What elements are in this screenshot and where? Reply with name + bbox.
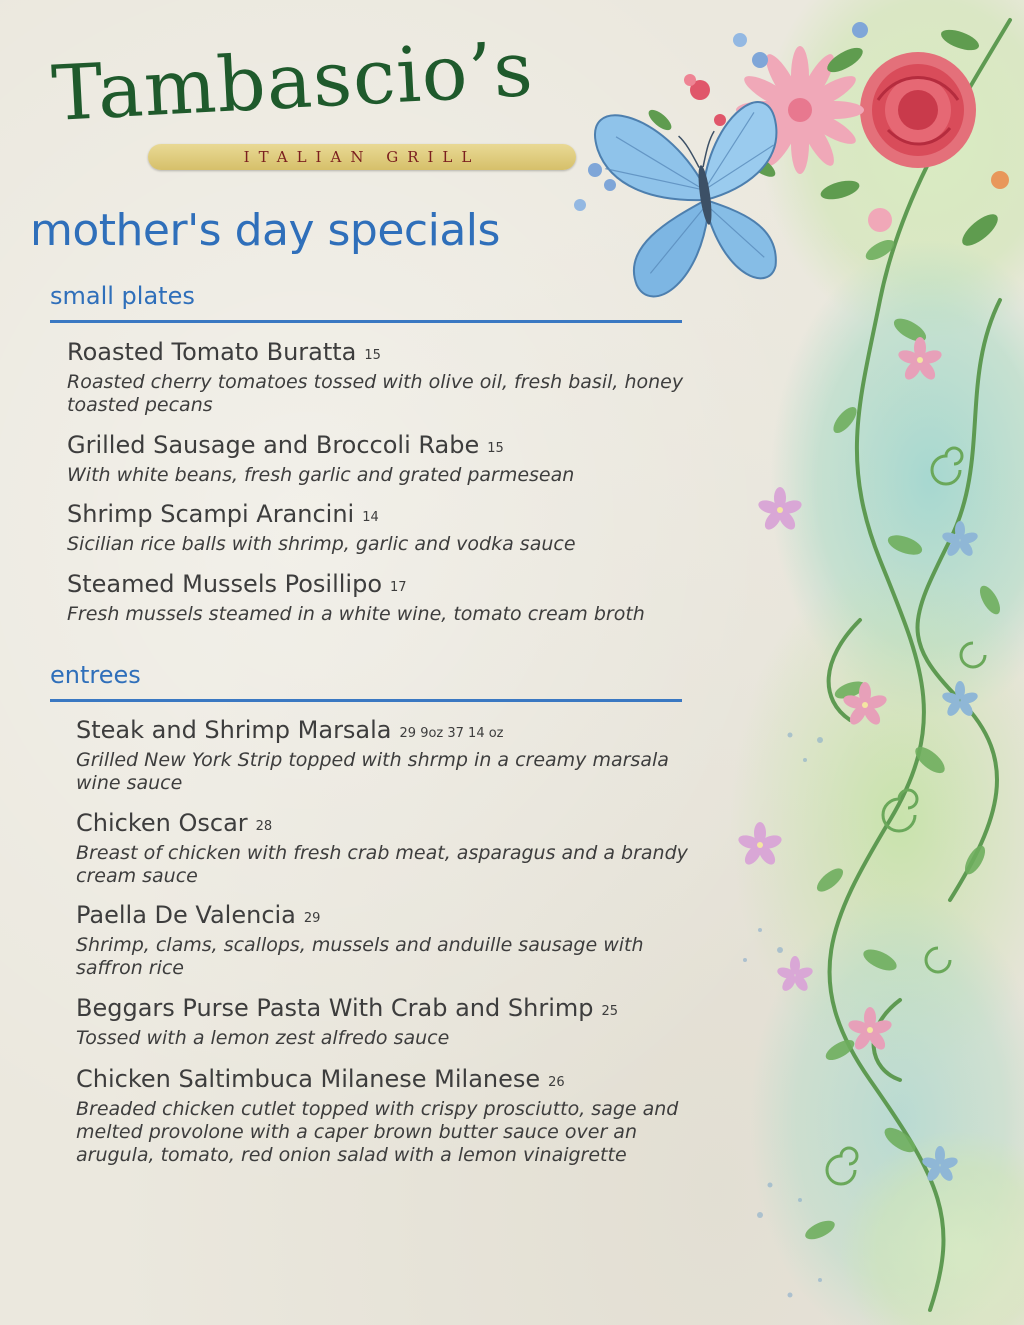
page-title: mother's day specials xyxy=(30,205,500,256)
item-price: 25 xyxy=(601,1004,619,1019)
item-name: Steak and Shrimp Marsala xyxy=(76,716,392,744)
menu-item xyxy=(67,430,707,487)
item-price: 26 xyxy=(548,1075,565,1090)
item-price: 17 xyxy=(390,580,407,595)
item-price: 28 xyxy=(255,819,273,834)
menu-item xyxy=(76,715,716,795)
logo-wordmark: Tambascio’s xyxy=(49,23,536,138)
item-description: Tossed with a lemon zest alfredo sauce xyxy=(76,1027,450,1049)
logo-banner xyxy=(148,144,576,170)
item-description: With white beans, fresh garlic and grated parmesean xyxy=(67,464,575,486)
item-description: Grilled New York Strip topped with shrmp in a creamy marsala wine sauce xyxy=(76,749,669,794)
item-name: Chicken Oscar xyxy=(76,809,248,837)
item-name: Paella De Valencia xyxy=(76,901,296,929)
restaurant-logo xyxy=(49,23,612,174)
item-description: Breast of chicken with fresh crab meat, asparagus and a brandy cream sauce xyxy=(76,842,688,887)
item-price: 15 xyxy=(487,441,504,456)
item-description: Sicilian rice balls with shrimp, garlic and vodka sauce xyxy=(67,533,576,555)
item-description: Breaded chicken cutlet topped with crispy prosciutto, sage and melted provolone with a caper brown butter sauce over an arugula, tomato, red onion salad with a lemon vinaigrette xyxy=(76,1098,679,1166)
menu-item xyxy=(76,808,716,888)
menu-item xyxy=(67,337,707,417)
item-price: 14 xyxy=(362,510,379,525)
section-header-small-plates xyxy=(50,280,682,323)
item-price: 15 xyxy=(364,348,381,363)
item-name: Roasted Tomato Buratta xyxy=(67,338,357,366)
menu-item xyxy=(76,900,716,980)
item-price: 29 xyxy=(303,911,321,926)
menu-item xyxy=(76,1064,716,1167)
logo-subtitle: ITALIAN GRILL xyxy=(243,148,481,166)
menu-item xyxy=(67,569,707,626)
menu-item xyxy=(67,499,707,556)
item-name: Chicken Saltimbuca Milanese Milanese xyxy=(76,1065,541,1093)
item-description: Fresh mussels steamed in a white wine, tomato cream broth xyxy=(67,603,645,625)
item-price: 29 9oz 37 14 oz xyxy=(399,726,504,741)
menu-item xyxy=(76,993,736,1050)
item-name: Steamed Mussels Posillipo xyxy=(67,570,383,598)
section-header-entrees xyxy=(50,659,682,702)
item-description: Shrimp, clams, scallops, mussels and anduille sausage with saffron rice xyxy=(76,934,644,979)
item-name: Shrimp Scampi Arancini xyxy=(67,500,355,528)
item-name: Grilled Sausage and Broccoli Rabe xyxy=(67,431,480,459)
section-title: entrees xyxy=(50,661,141,689)
item-description: Roasted cherry tomatoes tossed with olive oil, fresh basil, honey toasted pecans xyxy=(67,371,684,416)
item-name: Beggars Purse Pasta With Crab and Shrimp xyxy=(76,994,594,1022)
section-title: small plates xyxy=(50,282,195,310)
